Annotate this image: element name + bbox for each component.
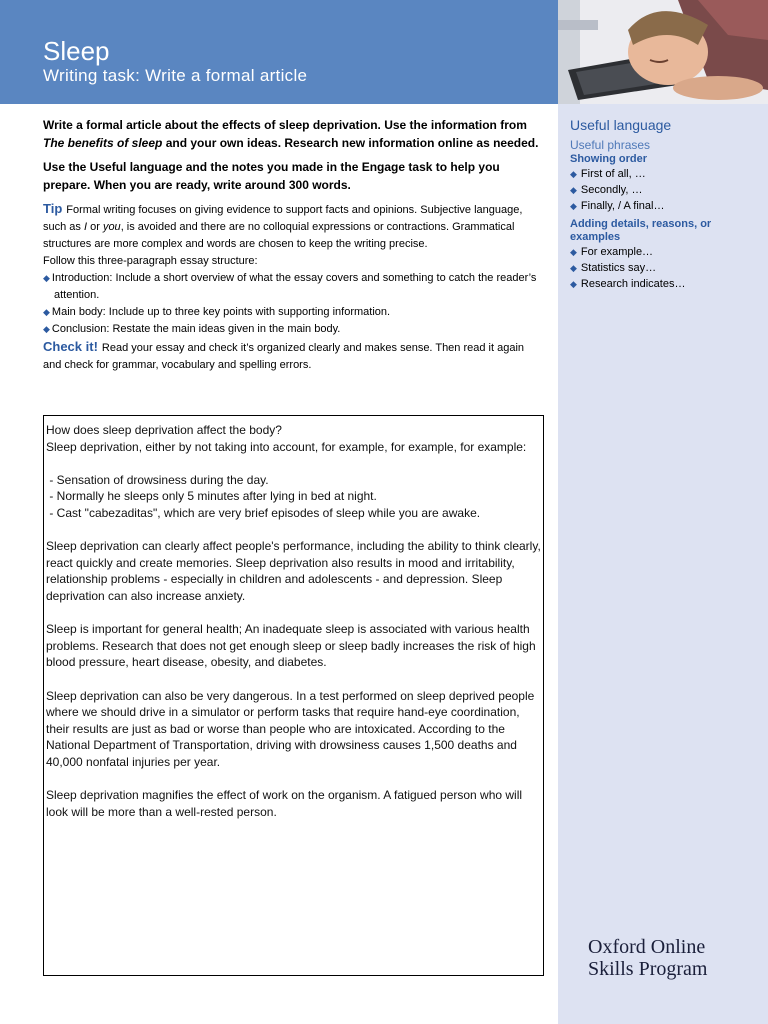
useful-language-sidebar: [558, 104, 768, 1024]
diamond-bullet-icon: ◆: [570, 247, 577, 257]
sidebar-phrase: ◆ Finally, / A final…: [570, 200, 665, 212]
essay-paragraph: Sleep is important for general health; An inadequate sleep is associated with various health problems. Research that does not get enough sleep or sleep badly increases the risk of high blood pressure, heart disease, obesity, and diabetes.: [46, 622, 539, 670]
diamond-bullet-icon: ◆: [43, 307, 50, 317]
prep-instruction: Use the Useful language and the notes you made in the Engage task to help you prepare. When you are ready, write around 300 words.: [43, 160, 500, 192]
diamond-bullet-icon: ◆: [43, 324, 50, 334]
sidebar-title: Useful language: [570, 117, 672, 133]
essay-line: - Cast "cabezaditas", which are very brief episodes of sleep while you are awake.: [46, 505, 481, 520]
diamond-bullet-icon: ◆: [570, 185, 577, 195]
essay-line: How does sleep deprivation affect the body?: [46, 423, 282, 437]
diamond-bullet-icon: ◆: [570, 279, 577, 289]
sidebar-phrase: ◆ Statistics say…: [570, 262, 657, 274]
sidebar-group-details: [570, 218, 760, 292]
page-subtitle: Writing task: Write a formal article: [43, 66, 308, 85]
structure-item: ◆ Main body: Include up to three key points with supporting information.: [43, 306, 391, 318]
sidebar-group-order: [570, 153, 760, 214]
sidebar-subtitle: Useful phrases: [570, 138, 651, 152]
essay-paragraph: Sleep deprivation can also be very dangerous. In a test performed on sleep deprived people where we should drive in a simulator or perform tasks that require hand-eye coordination, their results are just as bad or worse than people who are intoxicated. According to the National Department of Transportation, driving with drowsiness causes 1,500 deaths and 40,000 nonfatal injuries per year.: [46, 688, 538, 769]
header-banner: [0, 0, 558, 104]
diamond-bullet-icon: ◆: [570, 169, 577, 179]
essay-paragraph: Sleep deprivation magnifies the effect of work on the organism. A fatigued person who will look will be more than a well-rested person.: [46, 788, 526, 819]
structure-item: ◆ Conclusion: Restate the main ideas given in the main body.: [43, 323, 341, 335]
sidebar-group-heading: Adding details, reasons, or examples: [570, 218, 712, 243]
check-it-label: Check it!: [43, 339, 98, 354]
sidebar-phrase: ◆ For example…: [570, 246, 654, 258]
tip-box: Tip Formal writing focuses on giving evidence to support facts and opinions. Subjective language, such as I or you, is avoided and there are no colloquial expressions or contractions. Grammatical structures are more complex and words are chosen to keep the writing precise.: [43, 201, 523, 250]
essay-paragraph: Sleep deprivation can clearly affect people's performance, including the ability to think clearly, react quickly and create memories. Sleep deprivation also results in mood and irritability, relationship problems - especially in children and adolescents - and depression. Sleep deprivation can also increase anxiety.: [46, 539, 545, 603]
essay-text-area[interactable]: [43, 415, 544, 976]
sidebar-phrase: ◆ Research indicates…: [570, 278, 686, 290]
essay-line: - Sensation of drowsiness during the day.: [46, 472, 269, 487]
essay-line: - Normally he sleeps only 5 minutes after lying in bed at night.: [46, 489, 377, 504]
sleeping-student-photo: [558, 0, 768, 104]
instructions: [43, 116, 543, 374]
diamond-bullet-icon: ◆: [570, 201, 577, 211]
sidebar-phrase: ◆ Secondly, …: [570, 184, 643, 196]
brand-logo: Oxford Online Skills Program: [588, 936, 708, 980]
diamond-bullet-icon: ◆: [570, 263, 577, 273]
page-title: Sleep: [43, 36, 110, 66]
sidebar-group-heading: Showing order: [570, 153, 647, 165]
sidebar-phrase: ◆ First of all, …: [570, 168, 646, 180]
structure-intro: Follow this three-paragraph essay structure:: [43, 255, 258, 267]
structure-item: ◆ Introduction: Include a short overview of what the essay covers and something to catch the reader’s attention.: [43, 272, 537, 301]
essay-line: Sleep deprivation, either by not taking into account, for example, for example, for example:: [46, 439, 527, 454]
tip-label: Tip: [43, 201, 63, 216]
task-instruction: Write a formal article about the effects of sleep deprivation. Use the information from The benefits of sleep and your own ideas. Research new information online as needed.: [43, 118, 539, 150]
diamond-bullet-icon: ◆: [43, 273, 50, 283]
check-it: Check it! Read your essay and check it’s organized clearly and makes sense. Then read it again and check for grammar, vocabulary and spelling errors.: [43, 339, 525, 371]
